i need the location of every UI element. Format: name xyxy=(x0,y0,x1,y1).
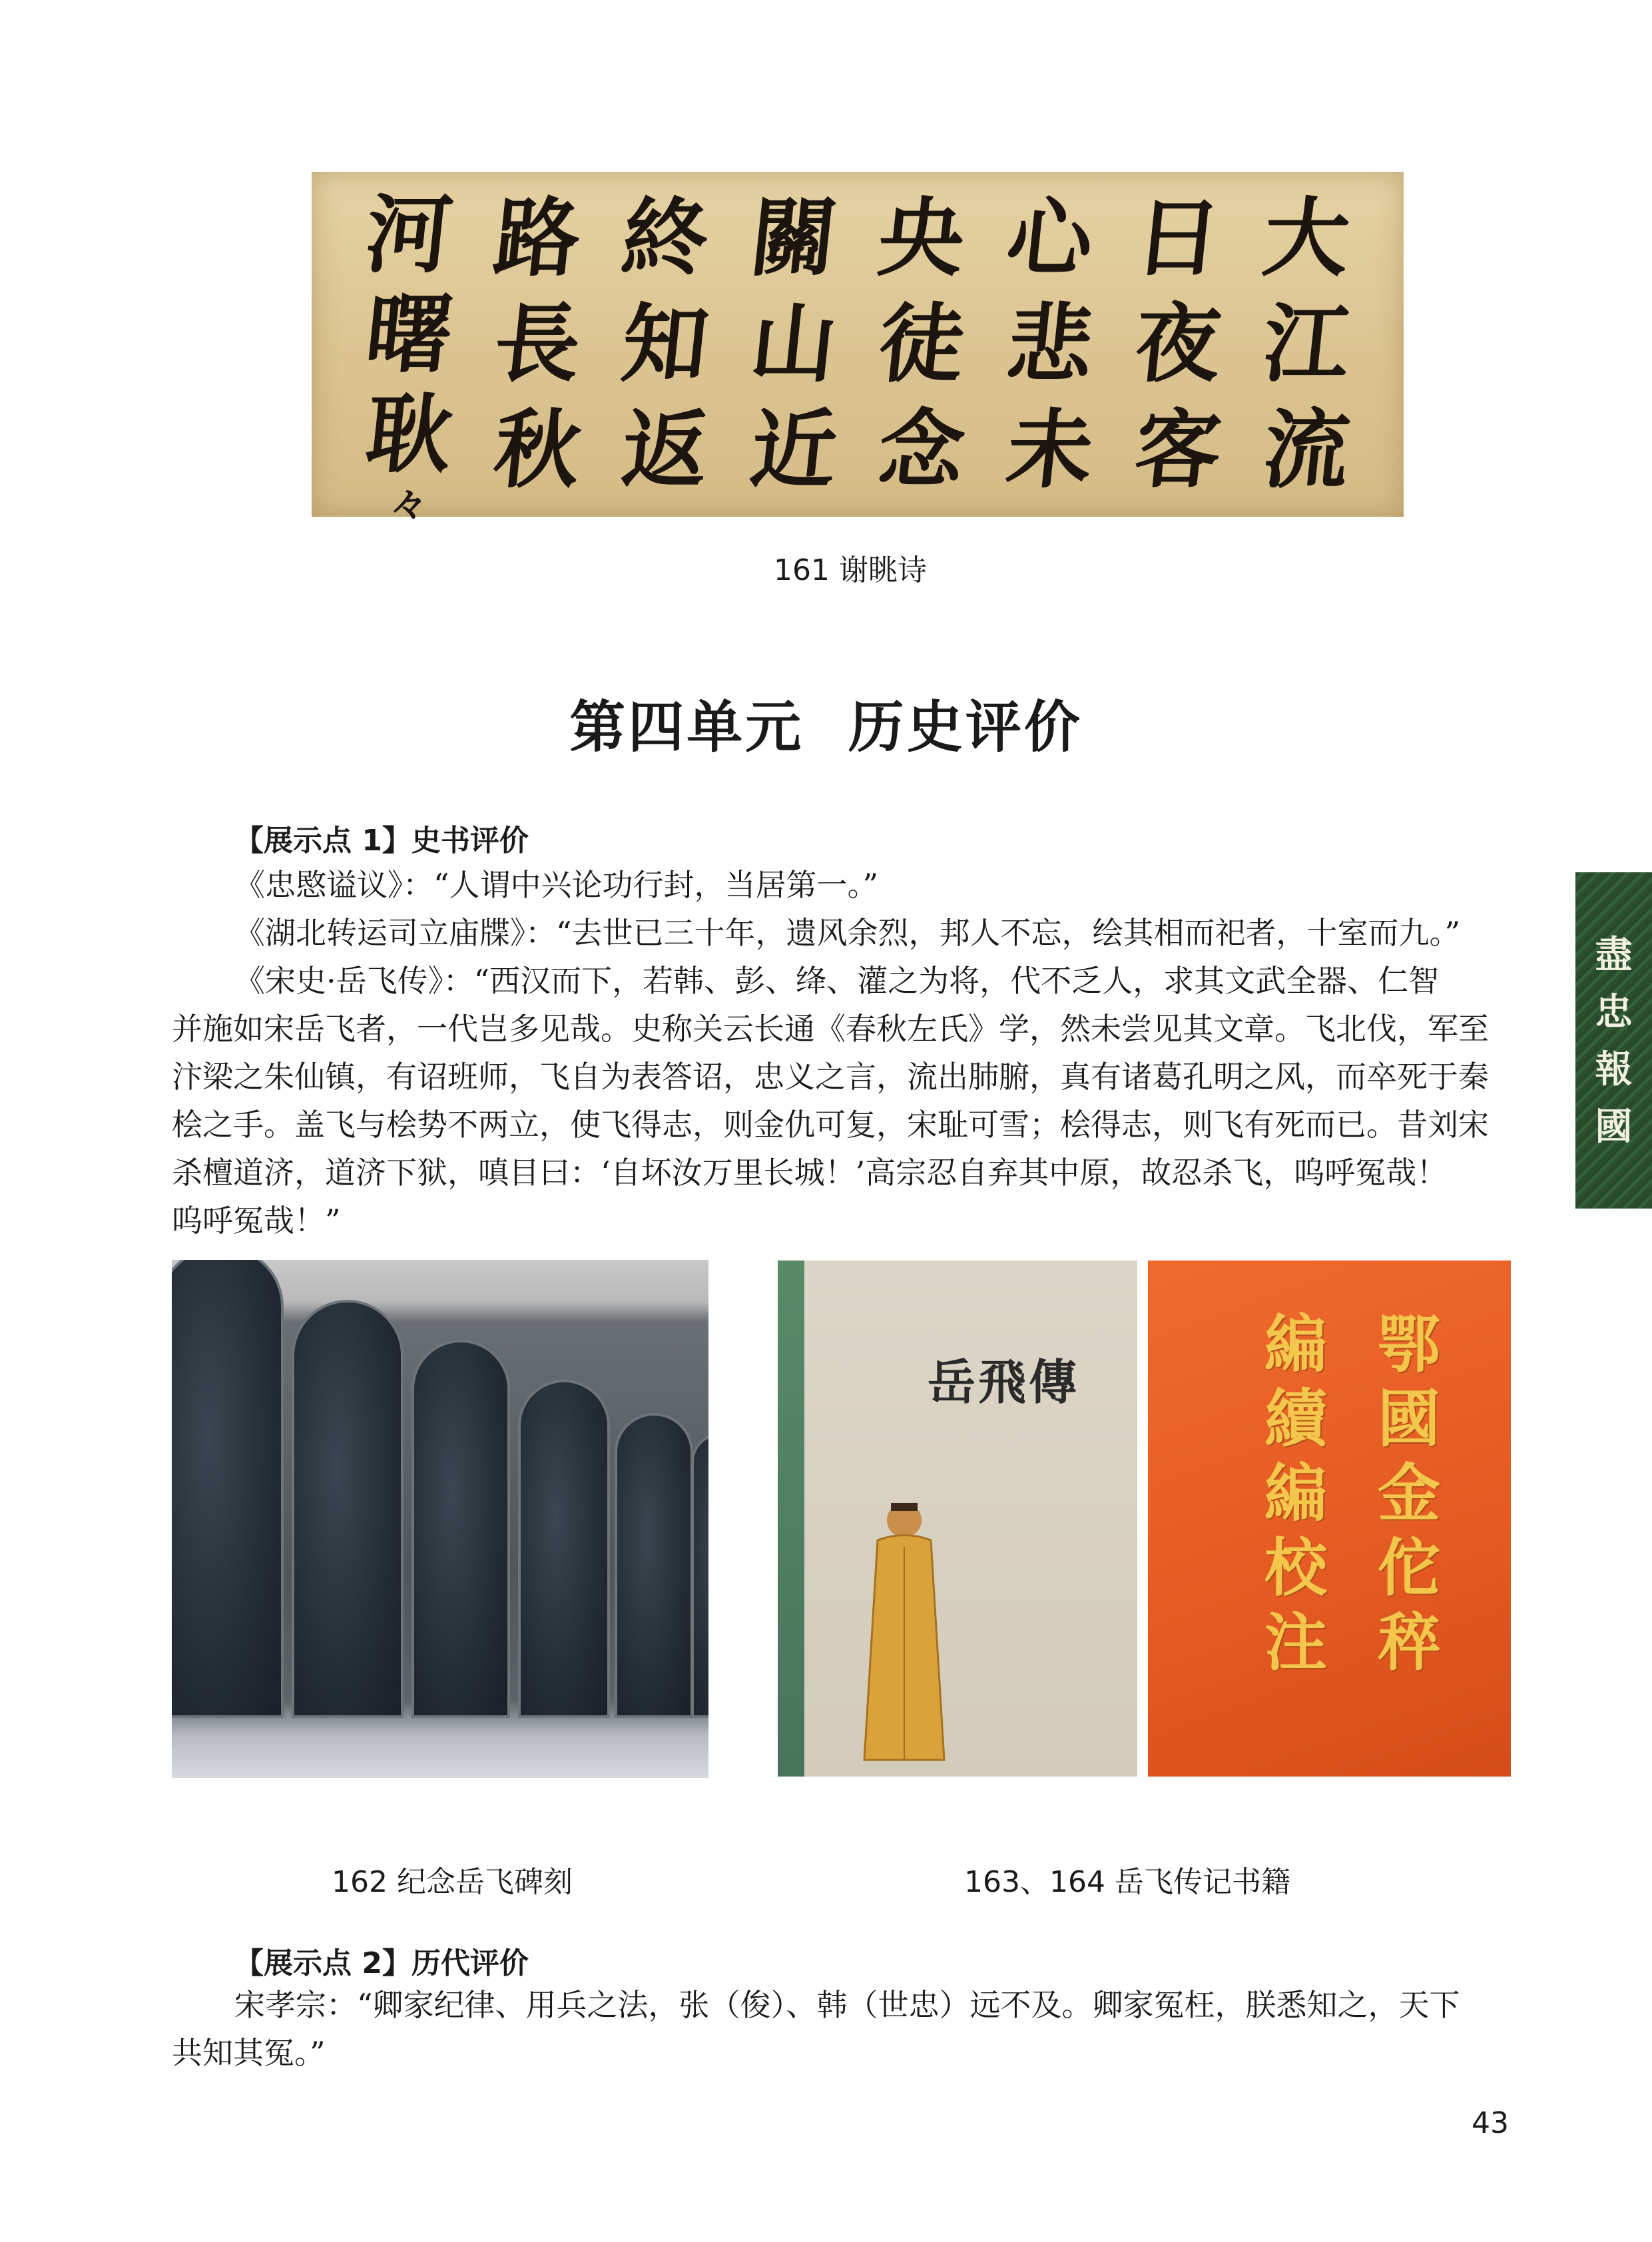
calligraphy-char: 近 xyxy=(745,400,842,501)
exhibit-1-line: 杀檀道济，道济下狱，嗔目曰：‘自坏汝万里长城！’高宗忍自弃其中原，故忍杀飞，呜呼冤哉！ xyxy=(172,1155,1448,1191)
exhibit-1-line: 并施如宋岳飞者，一代岂多见哉。史称关云长通《春秋左氏》学，然未尝见其文章。飞北伐，军至 xyxy=(172,1011,1489,1047)
calligraphy-char: 大 xyxy=(1258,188,1354,288)
book-2-title-char: 編 xyxy=(1264,1457,1328,1530)
figure-162-caption: 162 纪念岳飞碑刻 xyxy=(332,1865,573,1899)
calligraphy-char: 流 xyxy=(1258,400,1354,501)
calligraphy-column xyxy=(617,185,714,503)
calligraphy-char: 央 xyxy=(874,188,970,288)
side-tab-char: 盡 xyxy=(1595,932,1633,977)
calligraphy-column xyxy=(489,185,585,503)
calligraphy-char: 河 xyxy=(361,185,457,285)
book-2-title-column xyxy=(1264,1307,1327,1680)
calligraphy-char: 念 xyxy=(874,400,970,501)
exhibit-1-heading: 【展示点 1】史书评价 xyxy=(234,824,529,858)
calligraphy-char: 秋 xyxy=(489,400,585,501)
calligraphy-char: 江 xyxy=(1258,294,1354,394)
book-2-title-char: 金 xyxy=(1378,1457,1441,1530)
book-2-title-char: 注 xyxy=(1264,1606,1328,1679)
side-tab-char: 忠 xyxy=(1595,989,1633,1034)
side-tab-char: 報 xyxy=(1595,1047,1633,1091)
book-2-title-char: 編 xyxy=(1264,1308,1328,1381)
calligraphy-scroll-image xyxy=(312,172,1404,527)
exhibit-2-line: 共知其冤。” xyxy=(172,2035,326,2071)
book-2-title-char: 佗 xyxy=(1378,1532,1441,1605)
exhibit-1-line: 桧之手。盖飞与桧势不两立，使飞得志，则金仇可复，宋耻可雪；桧得志，则飞有死而已。昔刘宋 xyxy=(172,1107,1489,1143)
exhibit-1-line: 《忠愍谥议》：“人谓中兴论功行封，当居第一。” xyxy=(234,867,879,903)
calligraphy-column xyxy=(1258,185,1354,503)
exhibit-2-line: 宋孝宗：“卿家纪律、用兵之法，张（俊）、韩（世忠）远不及。卿家冤枉，朕悉知之，天下 xyxy=(234,1987,1460,2023)
calligraphy-column xyxy=(874,185,970,503)
unit-title: 第四单元 历史评价 xyxy=(569,694,1083,760)
book-2-title-char: 鄂 xyxy=(1378,1308,1441,1381)
stele-photo xyxy=(172,1260,708,1778)
calligraphy-char: 耿 xyxy=(361,385,457,485)
calligraphy-char: 夜 xyxy=(1130,294,1227,394)
book-2-title-char: 國 xyxy=(1378,1382,1441,1456)
exhibit-2-heading: 【展示点 2】历代评价 xyxy=(234,1946,529,1980)
calligraphy-char: 山 xyxy=(745,294,842,394)
book-cover-yue-fei-zhuan xyxy=(778,1261,1137,1777)
page-number: 43 xyxy=(1472,2106,1509,2140)
calligraphy-column xyxy=(361,185,457,527)
exhibit-1-line: 汴梁之朱仙镇，有诏班师，飞自为表答诏，忠义之言，流出肺腑，真有诸葛孔明之风，而卒死于秦 xyxy=(172,1059,1489,1095)
calligraphy-column xyxy=(745,185,842,503)
book-2-title-char: 校 xyxy=(1264,1532,1328,1605)
calligraphy-char: 關 xyxy=(745,188,842,288)
calligraphy-char: 客 xyxy=(1130,400,1227,501)
calligraphy-char: 徒 xyxy=(874,294,970,394)
calligraphy-char: 々 xyxy=(388,483,430,527)
calligraphy-char: 返 xyxy=(617,400,714,501)
exhibit-1-line: 《宋史·岳飞传》：“西汉而下，若韩、彭、绛、灌之为将，代不乏人，求其文武全器、仁智 xyxy=(234,963,1440,999)
calligraphy-char: 長 xyxy=(489,294,585,394)
calligraphy-char: 終 xyxy=(617,188,714,288)
exhibit-1-line: 《湖北转运司立庙牒》：“去世已三十年，遗风余烈，邦人不忘，绘其相而祀者，十室而九。” xyxy=(234,915,1461,951)
figure-163-164-caption: 163、164 岳飞传记书籍 xyxy=(964,1865,1290,1899)
side-tab-seal xyxy=(1575,872,1652,1209)
exhibit-1-line: 呜呼冤哉！” xyxy=(172,1203,341,1239)
book-2-title-column xyxy=(1378,1307,1440,1680)
book-cover-eguo-jintuo xyxy=(1148,1261,1511,1777)
calligraphy-char: 心 xyxy=(1001,188,1098,288)
figure-161-caption: 161 谢眺诗 xyxy=(774,553,927,587)
calligraphy-char: 日 xyxy=(1130,188,1227,288)
calligraphy-column xyxy=(1130,185,1227,503)
book-2-title-char: 續 xyxy=(1264,1382,1328,1456)
figure-illustration xyxy=(858,1494,951,1773)
calligraphy-char: 知 xyxy=(617,294,714,394)
calligraphy-char: 未 xyxy=(1001,400,1098,501)
calligraphy-char: 曙 xyxy=(361,285,457,385)
calligraphy-column xyxy=(1001,185,1098,503)
book-1-title: 岳飛傳 xyxy=(928,1354,1080,1410)
book-2-title-char: 稡 xyxy=(1378,1606,1441,1679)
calligraphy-char: 路 xyxy=(489,188,585,288)
calligraphy-char: 悲 xyxy=(1001,294,1098,394)
side-tab-char: 國 xyxy=(1595,1104,1633,1149)
